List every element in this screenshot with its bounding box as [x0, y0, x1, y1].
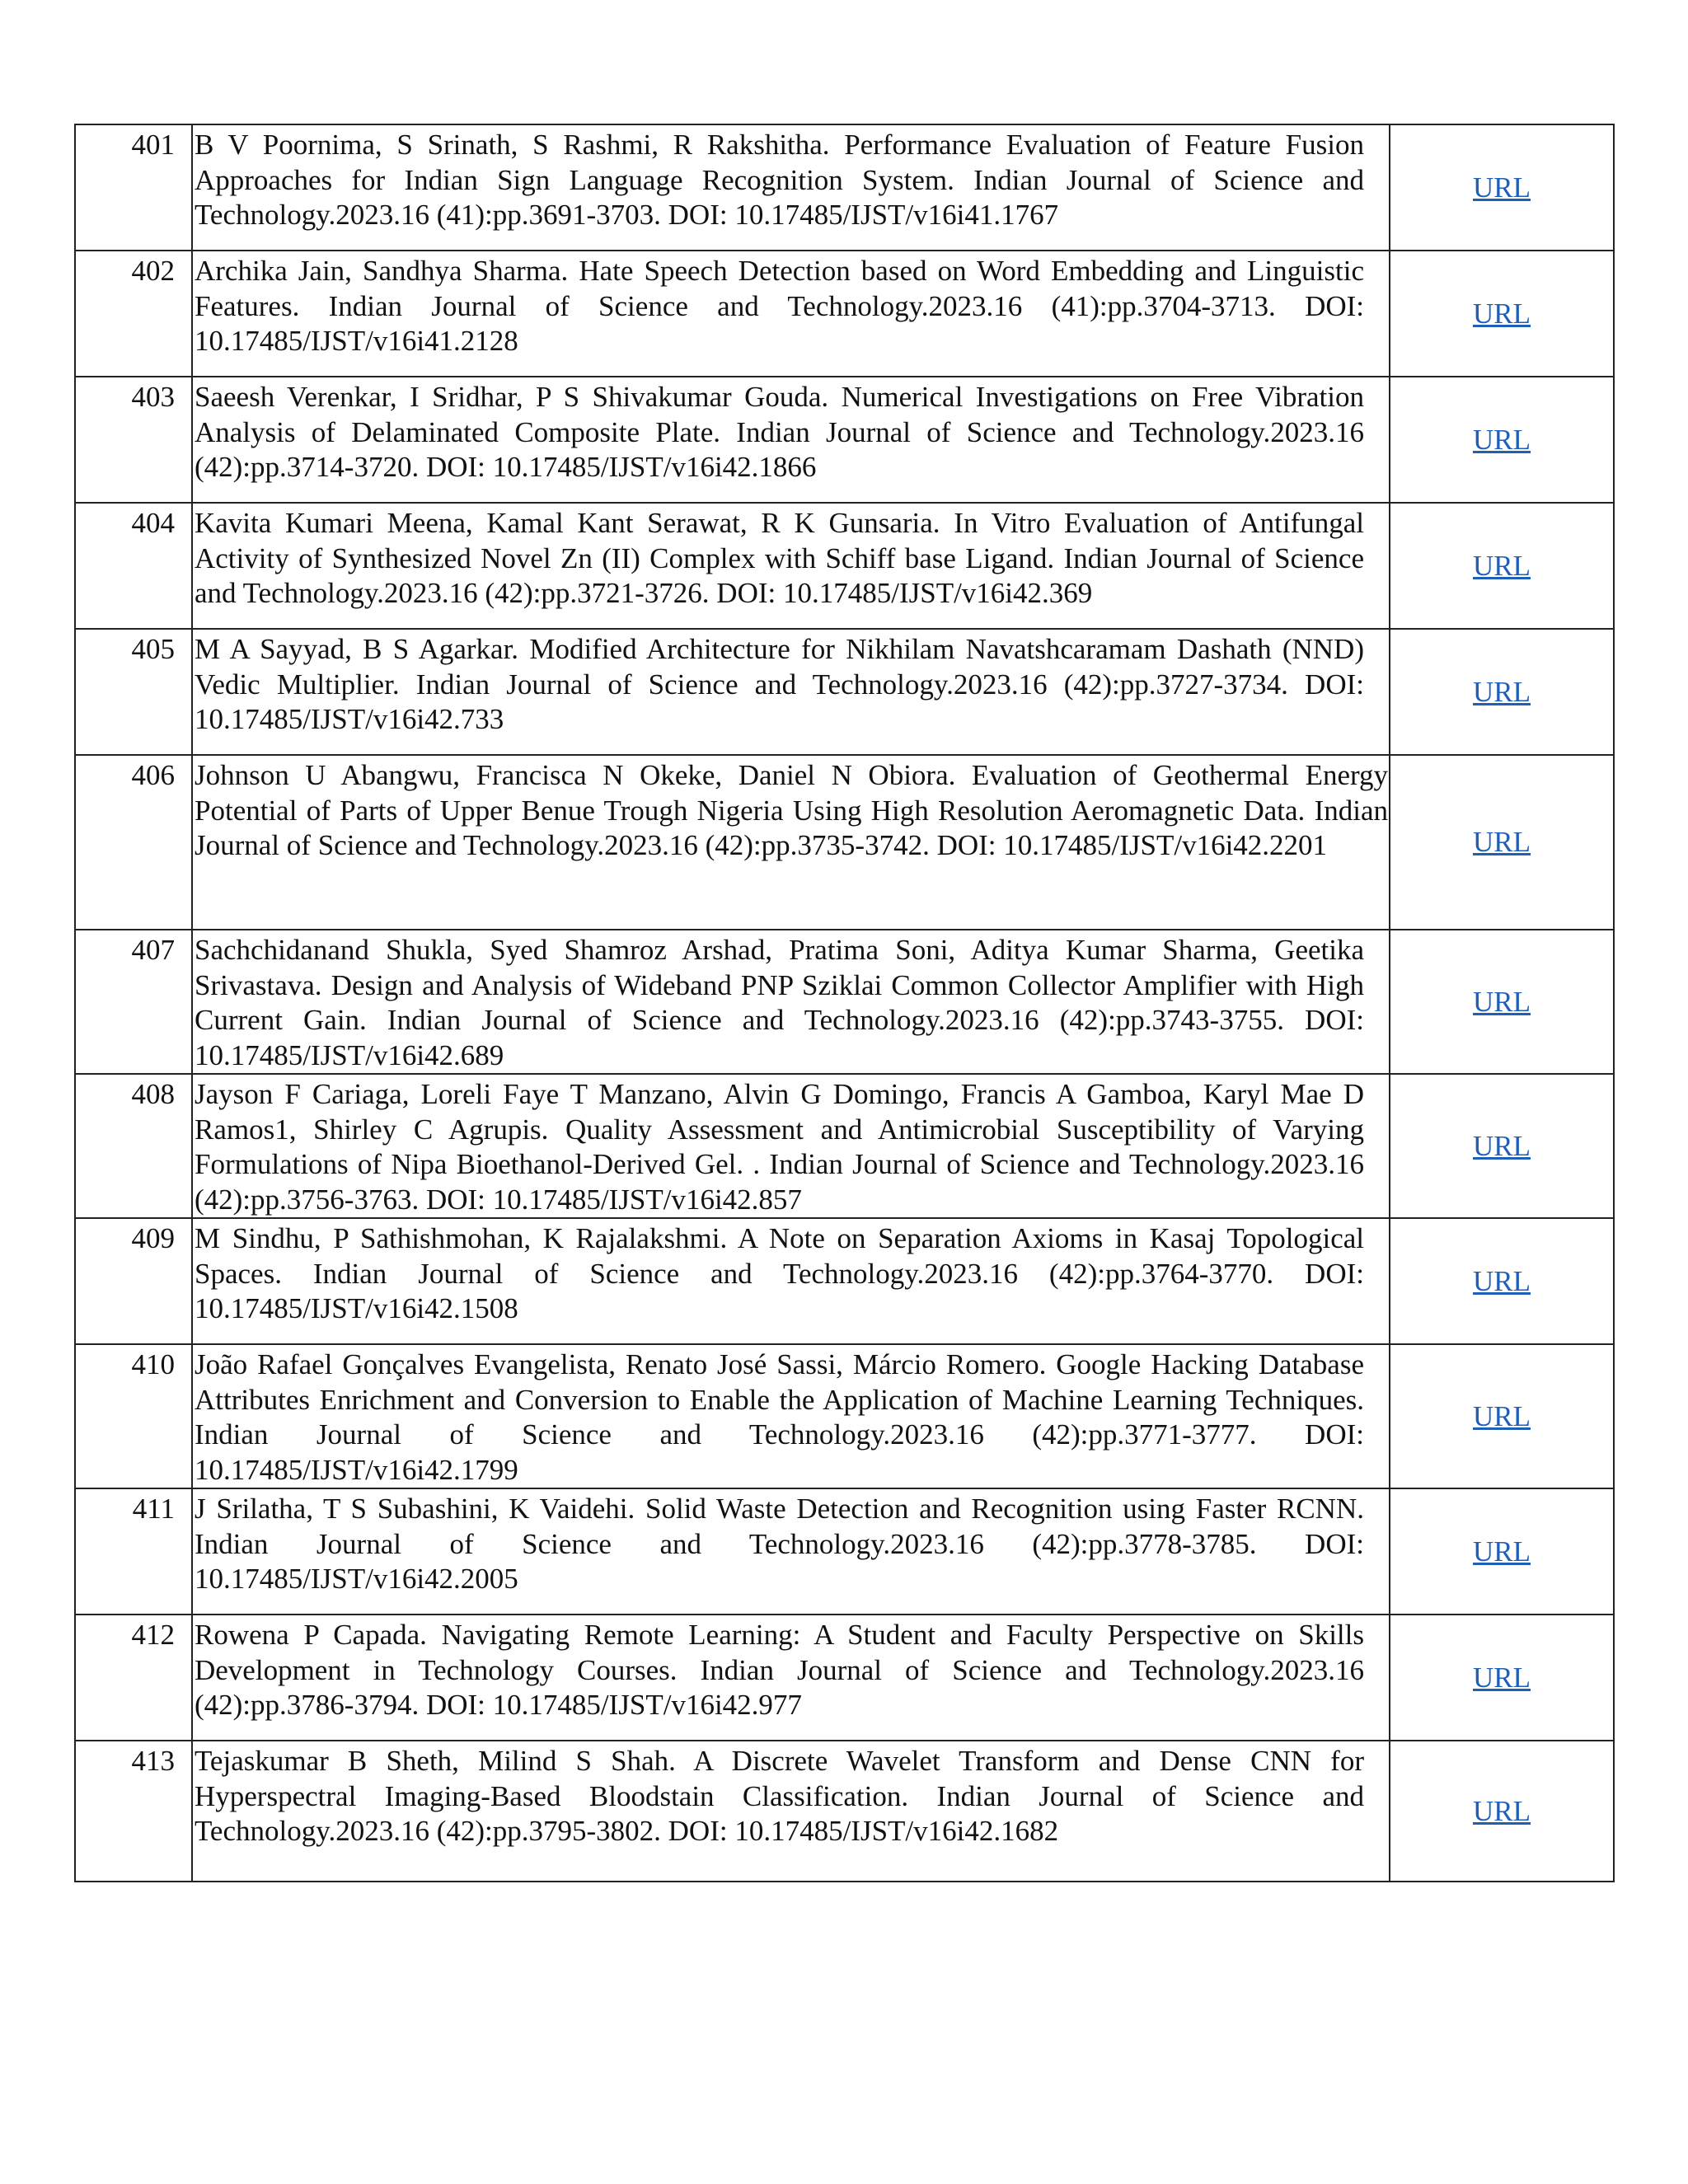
url-link[interactable]: URL [1473, 549, 1531, 582]
entry-number: 403 [75, 377, 192, 503]
url-link[interactable]: URL [1473, 171, 1531, 204]
citation-text: Tejaskumar B Sheth, Milind S Shah. A Discrete Wavelet Transform and Dense CNN for Hyperspectral Imaging-Based Bloodstain Classification. Indian Journal of Science and Technology.2023.16 (42):pp.3795-3802. DOI: 10.17485/IJST/v16i42.1682 [192, 1741, 1390, 1882]
citation-text: Saeesh Verenkar, I Sridhar, P S Shivakumar Gouda. Numerical Investigations on Free Vibration Analysis of Delaminated Composite Plate. Indian Journal of Science and Technology.2023.16 (42):pp.3714-3720. DOI: 10.17485/IJST/v16i42.1866 [192, 377, 1390, 503]
url-link[interactable]: URL [1473, 297, 1531, 330]
entry-number: 409 [75, 1218, 192, 1344]
citation-text: João Rafael Gonçalves Evangelista, Renato José Sassi, Márcio Romero. Google Hacking Database Attributes Enrichment and Conversion to Enable the Application of Machine Learning Techniques. Indian Journal of Science and Technology.2023.16 (42):pp.3771-3777. DOI: 10.17485/IJST/v16i42.1799 [192, 1344, 1390, 1488]
table-row [75, 124, 1614, 251]
url-link[interactable]: URL [1473, 423, 1531, 456]
citation-text: Sachchidanand Shukla, Syed Shamroz Arshad, Pratima Soni, Aditya Kumar Sharma, Geetika Srivastava. Design and Analysis of Wideband PNP Sziklai Common Collector Amplifier with High Current Gain. Indian Journal of Science and Technology.2023.16 (42):pp.3743-3755. DOI: 10.17485/IJST/v16i42.689 [192, 930, 1390, 1074]
publications-table [74, 124, 1615, 1882]
entry-number: 411 [75, 1488, 192, 1615]
table-row [75, 503, 1614, 629]
entry-number: 402 [75, 251, 192, 377]
citation-text: M Sindhu, P Sathishmohan, K Rajalakshmi. A Note on Separation Axioms in Kasaj Topological Spaces. Indian Journal of Science and Technology.2023.16 (42):pp.3764-3770. DOI: 10.17485/IJST/v16i42.1508 [192, 1218, 1390, 1344]
citation-text: Archika Jain, Sandhya Sharma. Hate Speech Detection based on Word Embedding and Linguistic Features. Indian Journal of Science and Technology.2023.16 (41):pp.3704-3713. DOI: 10.17485/IJST/v16i41.2128 [192, 251, 1390, 377]
url-link[interactable]: URL [1473, 1794, 1531, 1827]
table-row [75, 755, 1614, 930]
table-row [75, 1218, 1614, 1344]
table-row [75, 629, 1614, 755]
citation-text: Jayson F Cariaga, Loreli Faye T Manzano, Alvin G Domingo, Francis A Gamboa, Karyl Mae D Ramos1, Shirley C Agrupis. Quality Assessment and Antimicrobial Susceptibility of Varying Formulations of Nipa Bioethanol-Derived Gel. . Indian Journal of Science and Technology.2023.16 (42):pp.3756-3763. DOI: 10.17485/IJST/v16i42.857 [192, 1074, 1390, 1218]
citation-text: J Srilatha, T S Subashini, K Vaidehi. Solid Waste Detection and Recognition using Faster RCNN. Indian Journal of Science and Technology.2023.16 (42):pp.3778-3785. DOI: 10.17485/IJST/v16i42.2005 [192, 1488, 1390, 1615]
citation-text: Rowena P Capada. Navigating Remote Learning: A Student and Faculty Perspective on Skills Development in Technology Courses. Indian Journal of Science and Technology.2023.16 (42):pp.3786-3794. DOI: 10.17485/IJST/v16i42.977 [192, 1615, 1390, 1741]
url-link[interactable]: URL [1473, 1399, 1531, 1432]
table-row [75, 1488, 1614, 1615]
table-row [75, 1615, 1614, 1741]
table-row [75, 377, 1614, 503]
entry-number: 412 [75, 1615, 192, 1741]
table-row [75, 1074, 1614, 1218]
citation-text: Johnson U Abangwu, Francisca N Okeke, Daniel N Obiora. Evaluation of Geothermal Energy Potential of Parts of Upper Benue Trough Nigeria Using High Resolution Aeromagnetic Data. Indian Journal of Science and Technology.2023.16 (42):pp.3735-3742. DOI: 10.17485/IJST/v16i42.2201 [192, 755, 1390, 930]
url-link[interactable]: URL [1473, 1661, 1531, 1694]
entry-number: 401 [75, 124, 192, 251]
entry-number: 404 [75, 503, 192, 629]
url-link[interactable]: URL [1473, 675, 1531, 708]
url-link[interactable]: URL [1473, 1264, 1531, 1297]
url-link[interactable]: URL [1473, 826, 1531, 858]
entry-number: 413 [75, 1741, 192, 1882]
table-row [75, 930, 1614, 1074]
table-row [75, 251, 1614, 377]
table-row [75, 1741, 1614, 1882]
url-link[interactable]: URL [1473, 1129, 1531, 1162]
entry-number: 407 [75, 930, 192, 1074]
citation-text: Kavita Kumari Meena, Kamal Kant Serawat, R K Gunsaria. In Vitro Evaluation of Antifungal Activity of Synthesized Novel Zn (II) Complex with Schiff base Ligand. Indian Journal of Science and Technology.2023.16 (42):pp.3721-3726. DOI: 10.17485/IJST/v16i42.369 [192, 503, 1390, 629]
entry-number: 410 [75, 1344, 192, 1488]
entry-number: 406 [75, 755, 192, 930]
table-row [75, 1344, 1614, 1488]
entry-number: 405 [75, 629, 192, 755]
citation-text: B V Poornima, S Srinath, S Rashmi, R Rakshitha. Performance Evaluation of Feature Fusion Approaches for Indian Sign Language Recognition System. Indian Journal of Science and Technology.2023.16 (41):pp.3691-3703. DOI: 10.17485/IJST/v16i41.1767 [192, 124, 1390, 251]
entry-number: 408 [75, 1074, 192, 1218]
url-link[interactable]: URL [1473, 985, 1531, 1018]
url-link[interactable]: URL [1473, 1535, 1531, 1568]
citation-text: M A Sayyad, B S Agarkar. Modified Architecture for Nikhilam Navatshcaramam Dashath (NND) Vedic Multiplier. Indian Journal of Science and Technology.2023.16 (42):pp.3727-3734. DOI: 10.17485/IJST/v16i42.733 [192, 629, 1390, 755]
